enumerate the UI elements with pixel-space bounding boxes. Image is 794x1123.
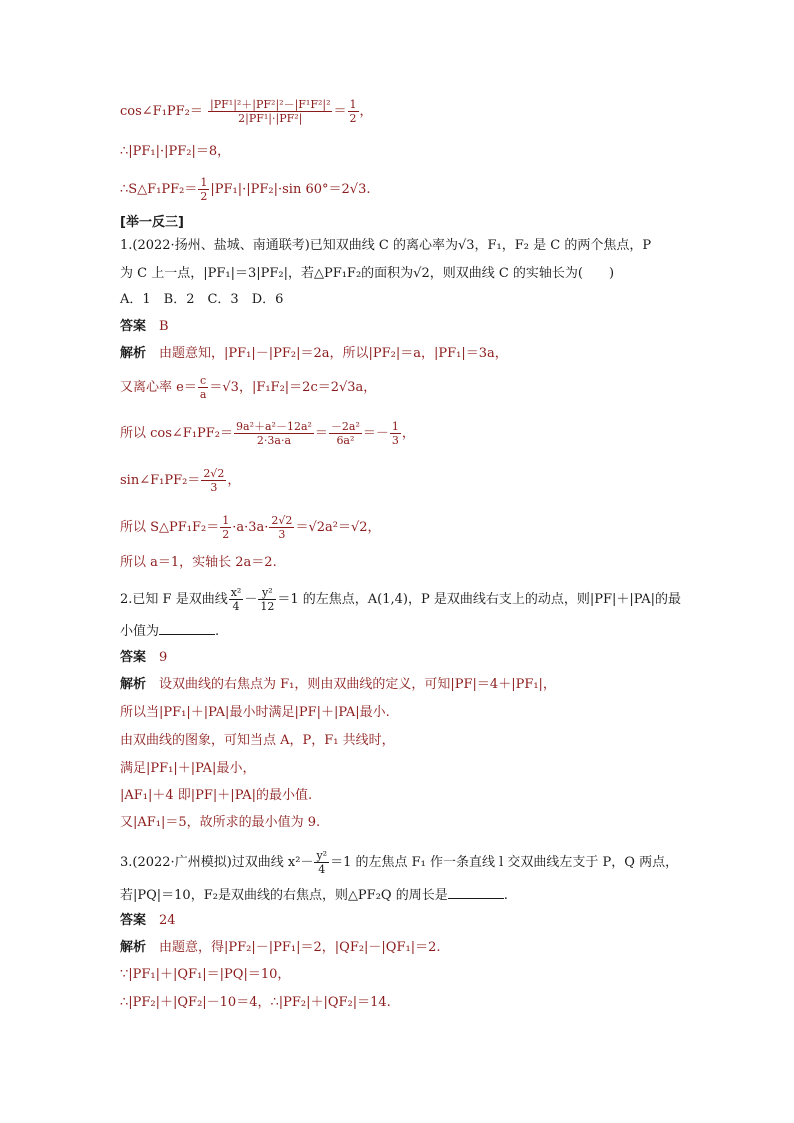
q2-stem-line1 (120, 586, 681, 613)
intro-half-num: 1 (349, 98, 357, 111)
q2-den2: 12 (260, 600, 275, 613)
q1-s3-num2: －2a² (330, 420, 360, 433)
q1-analysis-s1: 由题意知，|PF₁|－|PF₂|＝2a，所以|PF₂|＝a，|PF₁|＝3a， (159, 346, 508, 361)
q1-s3-c: ＝－ (362, 426, 389, 441)
q1-s3-den2: 6a² (336, 434, 355, 447)
q3-l1-b: ＝1 的左焦点 F₁ 作一条直线 l 交双曲线左支于 P，Q 两点， (330, 855, 679, 870)
q1-s5-num2: 2√2 (271, 514, 293, 527)
intro-cos-label: cos∠F (120, 104, 162, 119)
q2-answer-value: 9 (159, 650, 168, 665)
intro-cos-end: ， (359, 104, 373, 119)
intro-cos-den: 2|PF¹|·|PF²| (238, 112, 303, 125)
q1-s5-den1: 2 (222, 528, 230, 541)
q3-den: 4 (318, 863, 326, 876)
q2-l1-a: 2.已知 F 是双曲线 (120, 592, 228, 607)
q3-stem-line2 (120, 886, 508, 904)
q1-s5-fraction2 (269, 514, 294, 541)
q2-fraction1 (229, 586, 244, 613)
q1-s5-den2: 3 (278, 528, 286, 541)
intro-half-fraction (348, 98, 359, 125)
q1-s2-den: a (199, 388, 207, 401)
q1-answer-label: 答案 (120, 319, 147, 334)
q3-analysis-label: 解析 (120, 940, 147, 955)
q1-s2-a: 又离心率 e＝ (120, 380, 197, 395)
q3-l1-a: 3.(2022·广州模拟)过双曲线 x²－ (120, 855, 314, 870)
q2-analysis-line4: 满足|PF₁|＋|PA|最小， (120, 761, 256, 776)
intro-cos-fraction (208, 98, 332, 125)
q1-s5-fraction1 (220, 514, 231, 541)
q1-s3-num3: 1 (391, 420, 399, 433)
intro-line-area (120, 176, 370, 203)
intro-half-den: 2 (349, 112, 357, 125)
q2-analysis-line3: 由双曲线的图象，可知当点 A，P，F₁ 共线时， (120, 733, 395, 748)
intro-cos-label-b: ₁PF₂＝ (161, 104, 203, 119)
intro-area-value: |PF₁|·|PF₂|·sin 60°＝2√3. (210, 182, 371, 197)
q1-analysis-line2 (120, 374, 376, 401)
q3-num: y² (316, 849, 328, 862)
q1-s4-a: sin∠F₁PF₂＝ (120, 473, 201, 488)
q2-stem-line2 (120, 622, 219, 640)
section-title: [举一反三] (120, 215, 184, 230)
intro-line-product: ∴|PF₁|·|PF₂|＝8， (120, 144, 231, 159)
q1-s3-d: ， (401, 426, 415, 441)
q1-s3-fraction3 (390, 420, 401, 447)
q3-analysis-line1 (120, 940, 440, 956)
q1-s5-b: ·a·3a· (232, 520, 269, 535)
q3-answer-value: 24 (159, 913, 176, 928)
intro-area-fraction (198, 176, 209, 203)
q2-l1-c: ＝1 的左焦点，A(1,4)，P 是双曲线右支上的动点，则|PF|＋|PA|的最 (277, 592, 682, 607)
q2-answer-label: 答案 (120, 650, 147, 665)
q2-analysis-label: 解析 (120, 677, 147, 692)
q2-analysis-s1: 设双曲线的右焦点为 F₁，则由双曲线的定义，可知|PF|＝4＋|PF₁|， (159, 677, 556, 692)
q2-answer (120, 650, 167, 666)
q1-answer-value: B (159, 319, 169, 334)
q3-analysis-line3: ∴|PF₂|＋|QF₂|－10＝4，∴|PF₂|＋|QF₂|＝14. (120, 995, 391, 1010)
q3-l2-end: . (503, 888, 508, 903)
q1-analysis-line3 (120, 420, 415, 447)
q3-answer-label: 答案 (120, 913, 147, 928)
q3-analysis-s1: 由题意，得|PF₂|－|PF₁|＝2，|QF₂|－|QF₁|＝2. (159, 940, 441, 955)
intro-cos-eq: ＝ (333, 104, 347, 119)
q1-s2-fraction (198, 374, 209, 401)
intro-area-num: 1 (200, 176, 208, 189)
q1-s3-fraction2 (329, 420, 362, 447)
q1-s5-c: ＝√2a²＝√2， (295, 520, 381, 535)
q1-analysis-label: 解析 (120, 346, 147, 361)
q1-s5-a: 所以 S△PF₁F₂＝ (120, 520, 220, 535)
q2-analysis-line1 (120, 677, 556, 693)
q1-s5-num1: 1 (222, 514, 230, 527)
q2-den1: 4 (232, 600, 240, 613)
q1-analysis-line6: 所以 a＝1，实轴长 2a＝2. (120, 555, 277, 570)
q1-s4-num: 2√2 (203, 467, 225, 480)
q2-analysis-line2: 所以当|PF₁|＋|PA|最小时满足|PF|＋|PA|最小. (120, 705, 390, 720)
intro-area-label: ∴S△F₁PF₂＝ (120, 182, 198, 197)
q3-l2-text: 若|PQ|＝10，F₂是双曲线的右焦点，则△PF₂Q 的周长是 (120, 888, 448, 903)
q2-num2: y² (258, 586, 276, 600)
q1-s3-num1: 9a²＋a²－12a² (236, 420, 312, 433)
q2-l2-end: . (215, 624, 220, 639)
q1-s4-den: 3 (210, 481, 218, 494)
q3-analysis-line2: ∵|PF₁|＋|QF₁|＝|PQ|＝10， (120, 967, 291, 982)
q1-s3-den3: 3 (391, 434, 399, 447)
q1-s3-den1: 2·3a·a (256, 434, 292, 447)
q2-l2-text: 小值为 (120, 624, 160, 639)
q2-answer-blank (159, 622, 215, 635)
q2-analysis-line6: 又|AF₁|＝5，故所求的最小值为 9. (120, 815, 321, 830)
q1-analysis-line4 (120, 467, 240, 494)
q1-s3-b: ＝ (314, 426, 328, 441)
q1-s3-fraction1 (234, 420, 314, 447)
q1-s4-fraction (201, 467, 226, 494)
q1-s2-num: c (198, 374, 209, 388)
q2-l1-b: － (244, 592, 258, 607)
q3-answer (120, 913, 176, 929)
q2-fraction2 (258, 586, 276, 613)
q1-analysis-line1 (120, 346, 508, 362)
intro-area-den: 2 (200, 190, 208, 203)
q1-answer (120, 319, 169, 335)
q1-stem-line1: 1.(2022·扬州、盐城、南通联考)已知双曲线 C 的离心率为√3，F₁，F₂ 是 C 的两个焦点，P (120, 238, 652, 253)
q1-analysis-line5 (120, 514, 381, 541)
q2-analysis-line5: |AF₁|＋4 即|PF|＋|PA|的最小值. (120, 788, 313, 803)
intro-cos-num: |PF¹|²＋|PF²|²－|F¹F²|² (210, 98, 331, 111)
q3-fraction (314, 849, 329, 876)
intro-line-cos (120, 98, 373, 125)
q1-stem-line2: 为 C 上一点，|PF₁|＝3|PF₂|，若△PF₁F₂的面积为√2，则双曲线 C 的实轴长为( ) (120, 266, 615, 281)
q2-num1: x² (230, 586, 242, 599)
q1-s4-b: ， (227, 473, 241, 488)
q1-s2-b: ＝√3，|F₁F₂|＝2c＝2√3a， (209, 380, 377, 395)
q3-stem-line1 (120, 849, 678, 876)
q1-s3-a: 所以 cos∠F₁PF₂＝ (120, 426, 234, 441)
q3-answer-blank (448, 886, 504, 899)
q1-options: A．1 B．2 C．3 D．6 (120, 292, 284, 307)
